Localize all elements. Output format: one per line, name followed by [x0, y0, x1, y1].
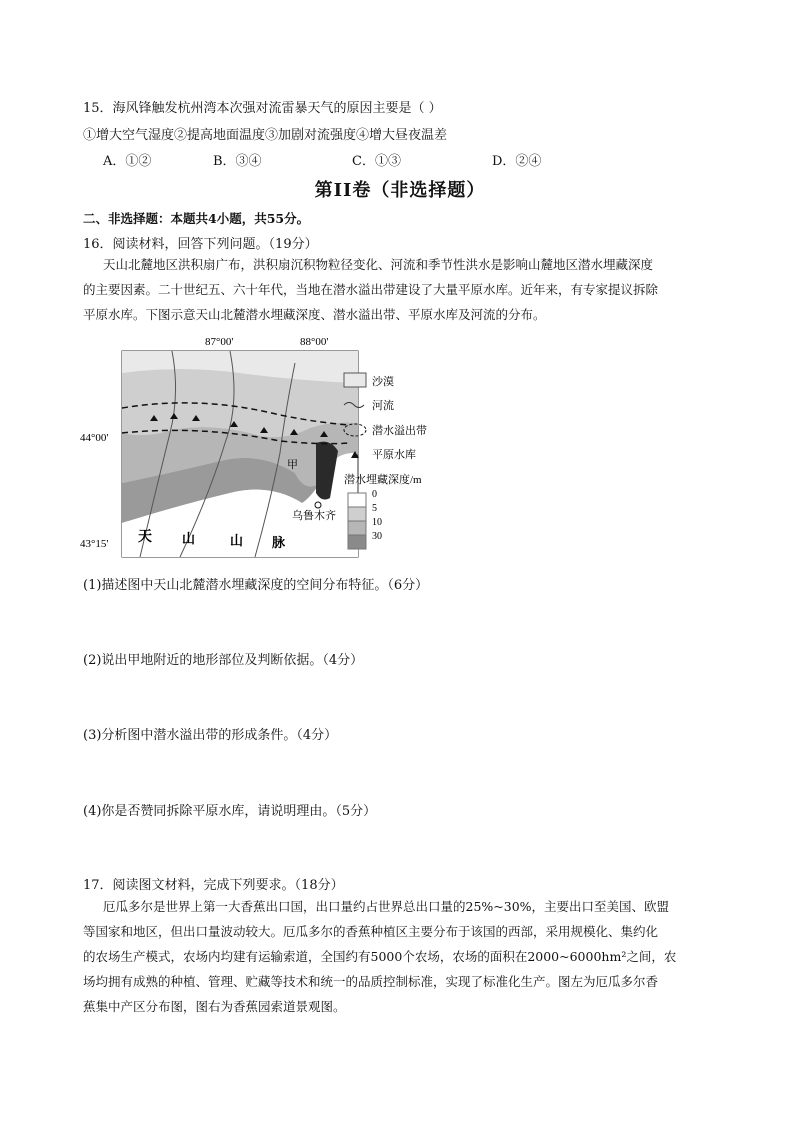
- lon-label-88: 88°00': [300, 336, 329, 348]
- question-16-sub-2: (2)说出甲地附近的地形部位及判断依据。（4分）: [83, 653, 364, 668]
- material-line: 平原水库。下图示意天山北麓潜水埋藏深度、潜水溢出带、平原水库及河流的分布。: [83, 307, 546, 322]
- question-17-material: [83, 894, 697, 1019]
- place-label-jia: 甲: [287, 459, 298, 471]
- material-line: 蕉集中产区分布图，图右为香蕉园索道景观图。: [83, 999, 346, 1014]
- question-16-sub-3: (3)分析图中潜水溢出带的形成条件。（4分）: [83, 728, 338, 743]
- mountain-label-1: 天: [138, 530, 152, 545]
- lat-label-44: 44°00': [80, 432, 109, 444]
- question-15-option-b: B．③④: [213, 154, 262, 169]
- groundwater-map: [80, 333, 470, 563]
- section-subtitle: 二、非选择题：本题共4小题，共55分。: [83, 211, 310, 226]
- mountain-label-3: 山: [230, 533, 244, 548]
- depth-tick-0: 0: [372, 489, 377, 500]
- lat-label-4315: 43°15': [80, 538, 109, 550]
- material-line: 天山北麓地区洪积扇广布，洪积扇沉积物粒径变化、河流和季节性洪水是影响山麓地区潜水埋藏深度: [103, 257, 654, 272]
- legend-reservoir: 平原水库: [372, 449, 416, 461]
- lon-label-87: 87°00': [205, 336, 234, 348]
- question-16-stem: 16．阅读材料，回答下列问题。（19分）: [83, 237, 318, 252]
- legend-overflow-belt: 潜水溢出带: [372, 425, 427, 437]
- depth-tick-5: 5: [372, 503, 377, 514]
- material-line: 的主要因素。二十世纪五、六十年代，当地在潜水溢出带建设了大量平原水库。近年来，有专家提议拆除: [83, 282, 659, 297]
- legend-depth-title: 潜水埋藏深度/m: [344, 474, 422, 486]
- legend-desert: 沙漠: [372, 376, 394, 388]
- question-15-statements: ①增大空气湿度②提高地面温度③加剧对流强度④增大昼夜温差: [83, 128, 448, 143]
- mountain-label-4: 脉: [272, 535, 286, 550]
- question-17-stem: 17．阅读图文材料，完成下列要求。（18分）: [83, 878, 344, 893]
- question-16-material: [83, 252, 697, 327]
- place-label-urumqi: 乌鲁木齐: [292, 510, 336, 522]
- material-line: 等国家和地区，但出口量波动较大。厄瓜多尔的香蕉种植区主要分布于该国的西部，采用规模化、集约化: [83, 924, 659, 939]
- section-title: 第II卷（非选择题）: [314, 180, 486, 201]
- material-line: 场均拥有成熟的种植、管理、贮藏等技术和统一的品质控制标准，实现了标准化生产。图左为厄瓜多尔香: [83, 974, 659, 989]
- question-16-sub-4: (4)你是否赞同拆除平原水库，请说明理由。（5分）: [83, 804, 377, 819]
- question-15-option-c: C．①③: [352, 154, 401, 169]
- question-16-sub-1: (1)描述图中天山北麓潜水埋藏深度的空间分布特征。（6分）: [83, 578, 429, 593]
- depth-tick-30: 30: [372, 531, 382, 542]
- material-line: 厄瓜多尔是世界上第一大香蕉出口国，出口量约占世界总出口量的25%~30%，主要出口至美国、欧盟: [103, 899, 670, 914]
- depth-tick-10: 10: [372, 517, 382, 528]
- mountain-label-2: 山: [182, 531, 196, 546]
- question-15-stem: 15．海风锋触发杭州湾本次强对流雷暴天气的原因主要是（ ）: [83, 101, 442, 116]
- material-line: 的农场生产模式，农场内均建有运输索道，全国约有5000个农场，农场的面积在2000~6000hm²之间，农: [83, 949, 677, 964]
- question-15-option-a: A．①②: [103, 154, 152, 169]
- question-15-option-d: D．②④: [492, 154, 542, 169]
- legend-river: 河流: [372, 400, 394, 412]
